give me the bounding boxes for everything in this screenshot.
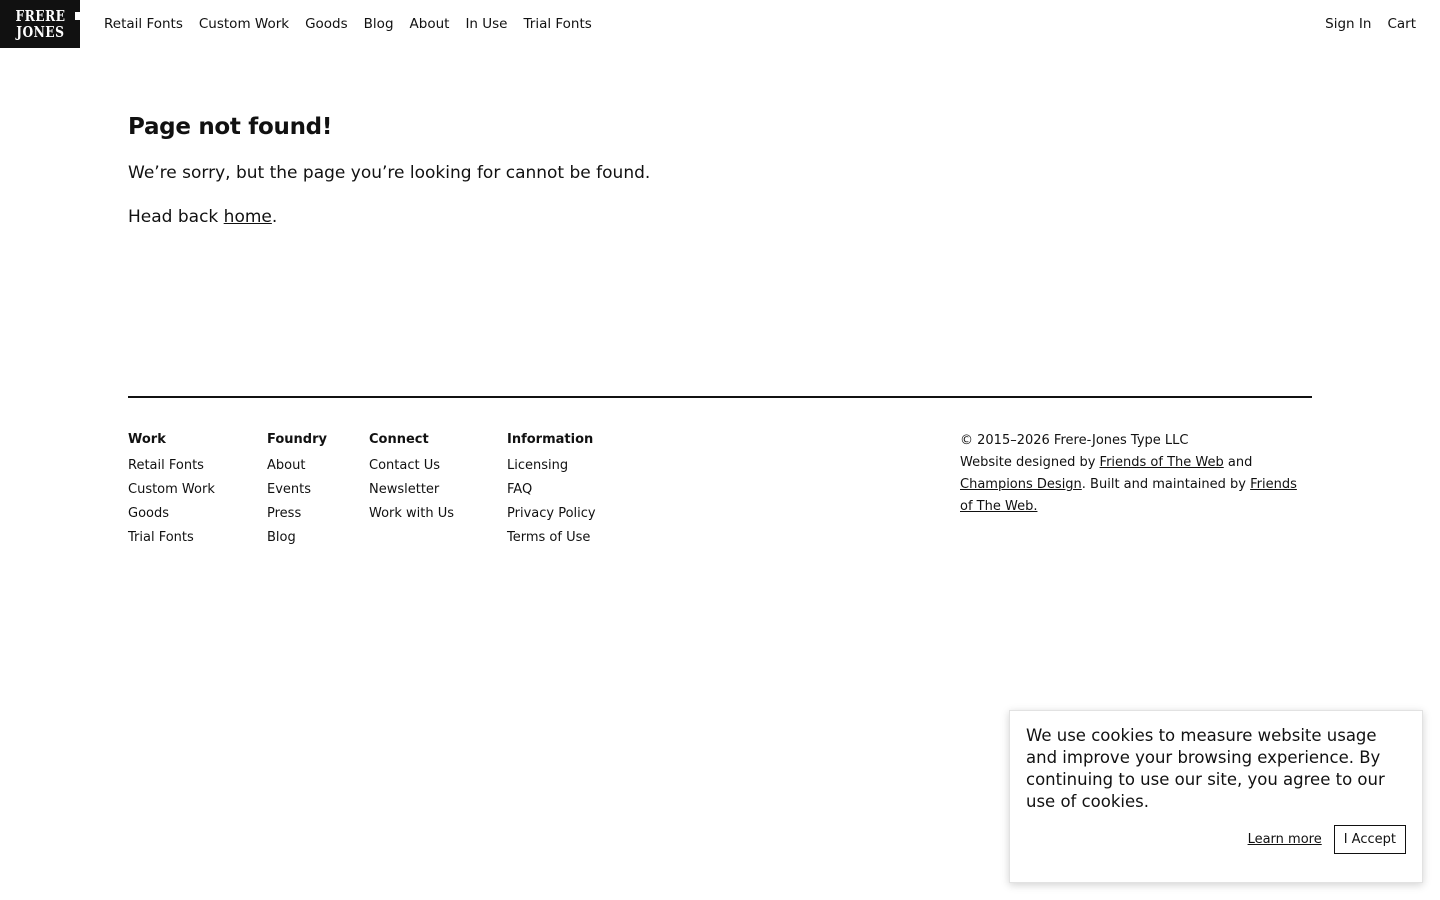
sign-in-link[interactable]: Sign In [1325, 16, 1372, 32]
head-back-prefix: Head back [128, 207, 224, 227]
cart-link[interactable]: Cart [1387, 16, 1416, 32]
footer-link-blog[interactable]: Blog [267, 530, 296, 545]
footer-link-custom-work[interactable]: Custom Work [128, 482, 215, 497]
footer-col-foundry [267, 432, 327, 550]
logo-line-1: FRERE [15, 7, 65, 25]
nav-custom-work[interactable]: Custom Work [198, 16, 290, 32]
maintained-by-prefix: . Built and maintained by [1081, 477, 1251, 492]
footer-link-trial-fonts[interactable]: Trial Fonts [128, 530, 194, 545]
nav-retail-fonts[interactable]: Retail Fonts [104, 16, 183, 32]
copyright-text: © 2015–2026 Frere-Jones Type LLC [960, 433, 1189, 448]
footer-link-work-with-us[interactable]: Work with Us [369, 506, 455, 521]
footer-link-faq[interactable]: FAQ [507, 482, 533, 497]
nav-trial-fonts[interactable]: Trial Fonts [523, 16, 592, 32]
footer-divider [128, 396, 1312, 398]
designed-by-prefix: Website designed by [960, 455, 1100, 470]
account-nav [1325, 0, 1432, 48]
cookie-accept-button[interactable]: I Accept [1334, 825, 1406, 854]
footer-col-work [128, 432, 215, 550]
credits-text [960, 452, 1312, 518]
main-nav [104, 0, 608, 48]
footer-col-information [507, 432, 596, 550]
footer-heading-work: Work [128, 432, 166, 447]
footer-link-privacy-policy[interactable]: Privacy Policy [507, 506, 596, 521]
head-back-suffix: . [271, 207, 278, 227]
designer-link-friends-of-the-web[interactable]: Friends of The Web [1099, 455, 1224, 470]
logo-line-2: JONES [15, 23, 65, 41]
sorry-message: We’re sorry, but the page you’re looking for cannot be found. [128, 163, 651, 183]
footer-link-goods[interactable]: Goods [128, 506, 170, 521]
nav-in-use[interactable]: In Use [465, 16, 508, 32]
footer-heading-information: Information [507, 432, 594, 447]
cookie-banner [1009, 710, 1423, 883]
site-header [0, 0, 1440, 48]
nav-blog[interactable]: Blog [363, 16, 394, 32]
frere-jones-logo[interactable] [0, 0, 80, 48]
footer-link-retail-fonts[interactable]: Retail Fonts [128, 458, 204, 473]
head-back-message [128, 204, 1312, 230]
footer-link-contact-us[interactable]: Contact Us [369, 458, 440, 473]
logo-notch [75, 12, 80, 20]
footer-link-about[interactable]: About [267, 458, 306, 473]
footer-link-terms-of-use[interactable]: Terms of Use [507, 530, 591, 545]
cookie-learn-more-link[interactable]: Learn more [1247, 832, 1322, 847]
footer-link-licensing[interactable]: Licensing [507, 458, 569, 473]
home-link[interactable]: home [223, 207, 272, 227]
page-title: Page not found! [128, 114, 333, 140]
nav-goods[interactable]: Goods [305, 16, 348, 32]
footer-heading-foundry: Foundry [267, 432, 327, 447]
maintainer-link-friends-of-the-web[interactable]: Friends of The Web. [960, 477, 1297, 514]
footer-credits [960, 430, 1312, 518]
footer-link-newsletter[interactable]: Newsletter [369, 482, 440, 497]
cookie-message: We use cookies to measure website usage and improve your browsing experience. By continuing to use our site, you agree to our use of cookies. [1026, 726, 1385, 811]
main-content [128, 114, 1312, 248]
nav-about[interactable]: About [409, 16, 450, 32]
footer-link-press[interactable]: Press [267, 506, 302, 521]
cookie-actions [1248, 825, 1406, 854]
footer-heading-connect: Connect [369, 432, 429, 447]
designer-link-champions-design[interactable]: Champions Design [960, 477, 1082, 492]
footer-col-connect [369, 432, 454, 526]
credits-and: and [1223, 455, 1253, 470]
footer-link-events[interactable]: Events [267, 482, 312, 497]
